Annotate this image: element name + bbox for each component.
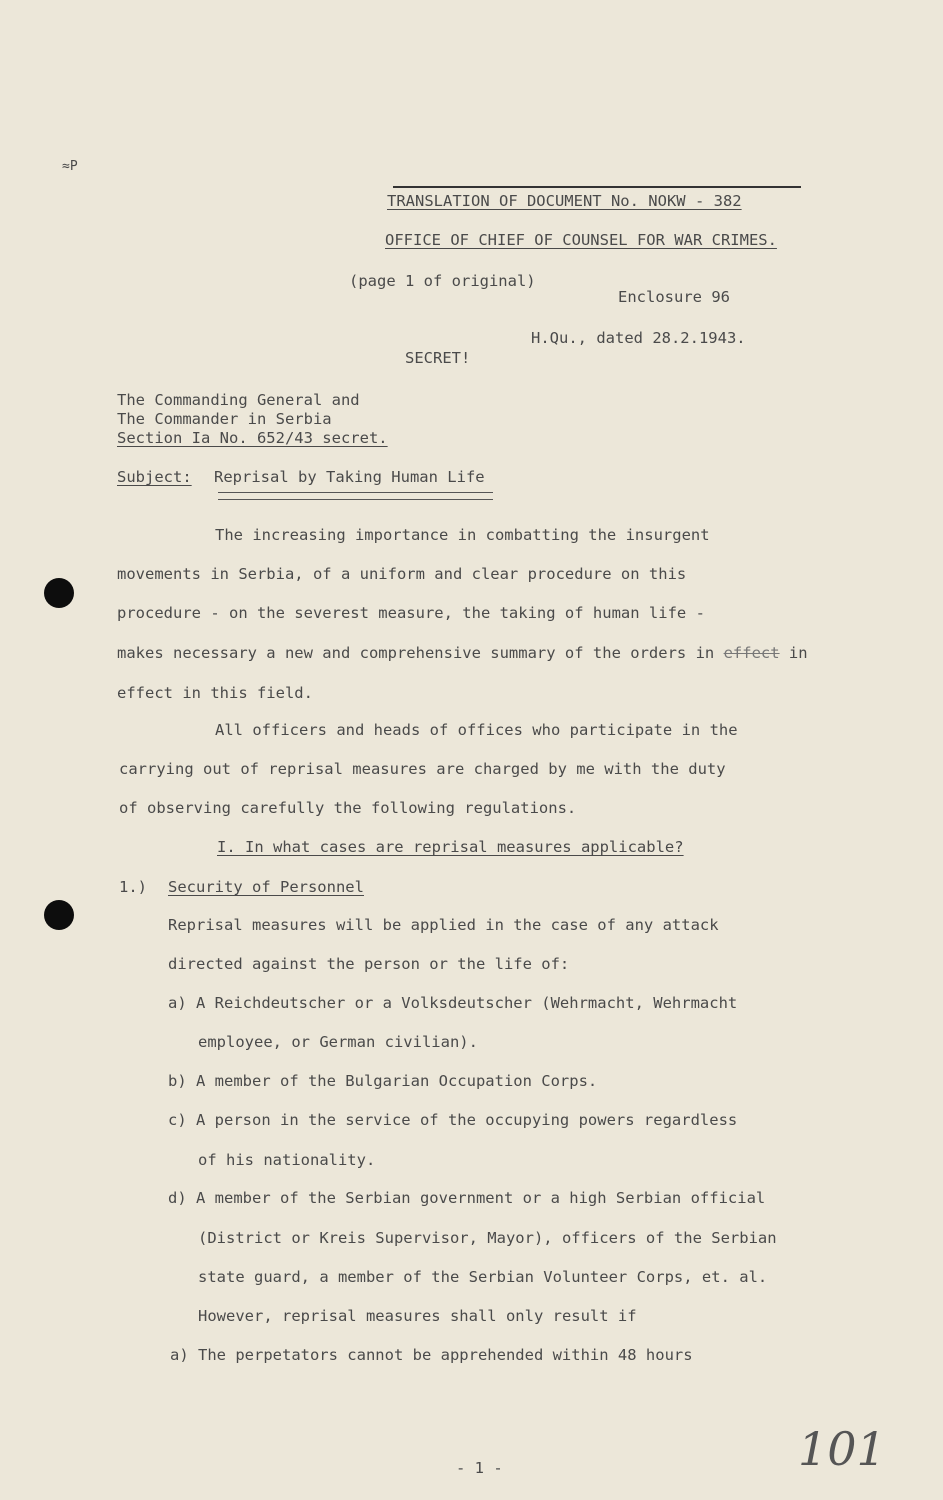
- item-d-line-3: state guard, a member of the Serbian Volunteer Corps, et. al.: [198, 1268, 768, 1286]
- sender-line-1: The Commanding General and: [117, 391, 360, 409]
- sender-line-3: Section Ia No. 652/43 secret.: [117, 429, 388, 447]
- body-p2-line-2: carrying out of reprisal measures are charged by me with the duty: [119, 760, 726, 778]
- condition-a: a) The perpetators cannot be apprehended within 48 hours: [170, 1346, 693, 1364]
- body-p2-line-3: of observing carefully the following regulations.: [119, 799, 577, 817]
- item-d-line-2: (District or Kreis Supervisor, Mayor), officers of the Serbian: [198, 1229, 777, 1247]
- item-b: b) A member of the Bulgarian Occupation Corps.: [168, 1072, 598, 1090]
- page-of-original: (page 1 of original): [349, 272, 536, 290]
- item-d-line-1: d) A member of the Serbian government or a high Serbian official: [168, 1189, 766, 1207]
- punch-hole-top: [44, 578, 74, 608]
- subject-text: Reprisal by Taking Human Life: [214, 468, 485, 486]
- item-c-line-2: of his nationality.: [198, 1151, 376, 1169]
- corner-mark: ≈P: [62, 159, 78, 174]
- office-line: OFFICE OF CHIEF OF COUNSEL FOR WAR CRIMES.: [385, 231, 777, 249]
- item-c-line-1: c) A person in the service of the occupying powers regardless: [168, 1111, 738, 1129]
- body-p1-line-5: effect in this field.: [117, 684, 313, 702]
- body-p1-line-3: procedure - on the severest measure, the taking of human life -: [117, 604, 705, 622]
- body-p1-line-4-end: in: [788, 644, 808, 662]
- however-line: However, reprisal measures shall only result if: [198, 1307, 637, 1325]
- item-1-intro-line-1: Reprisal measures will be applied in the case of any attack: [168, 916, 719, 934]
- body-p1-line-2: movements in Serbia, of a uniform and clear procedure on this: [117, 565, 687, 583]
- enclosure-label: Enclosure 96: [618, 288, 730, 306]
- header-top-rule: [393, 186, 801, 188]
- translation-line: TRANSLATION OF DOCUMENT No. NOKW - 382: [387, 192, 742, 210]
- subject-double-underline: [218, 492, 493, 500]
- punch-hole-bottom: [44, 900, 74, 930]
- item-a-line-2: employee, or German civilian).: [198, 1033, 478, 1051]
- sender-line-2: The Commander in Serbia: [117, 410, 332, 428]
- hq-date: H.Qu., dated 28.2.1943.: [531, 329, 746, 347]
- page-number: - 1 -: [456, 1459, 503, 1477]
- body-p2-line-1: All officers and heads of offices who participate in the: [215, 721, 738, 739]
- item-a-line-1: a) A Reichdeutscher or a Volksdeutscher (Wehrmacht, Wehrmacht: [168, 994, 738, 1012]
- struck-word: effect: [723, 644, 780, 662]
- classification-label: SECRET!: [405, 349, 471, 367]
- handwritten-number: 101: [798, 1422, 886, 1476]
- body-p1-line-1: The increasing importance in combatting the insurgent: [215, 526, 710, 544]
- item-1-number: 1.): [119, 878, 147, 896]
- subject-label: Subject:: [117, 468, 192, 486]
- item-1-intro-line-2: directed against the person or the life of:: [168, 955, 570, 973]
- body-p1-line-4: [117, 643, 808, 663]
- body-p1-line-4-text: makes necessary a new and comprehensive summary of the orders in: [117, 644, 715, 662]
- section-heading: I. In what cases are reprisal measures applicable?: [217, 838, 684, 856]
- item-1-title: Security of Personnel: [168, 878, 364, 896]
